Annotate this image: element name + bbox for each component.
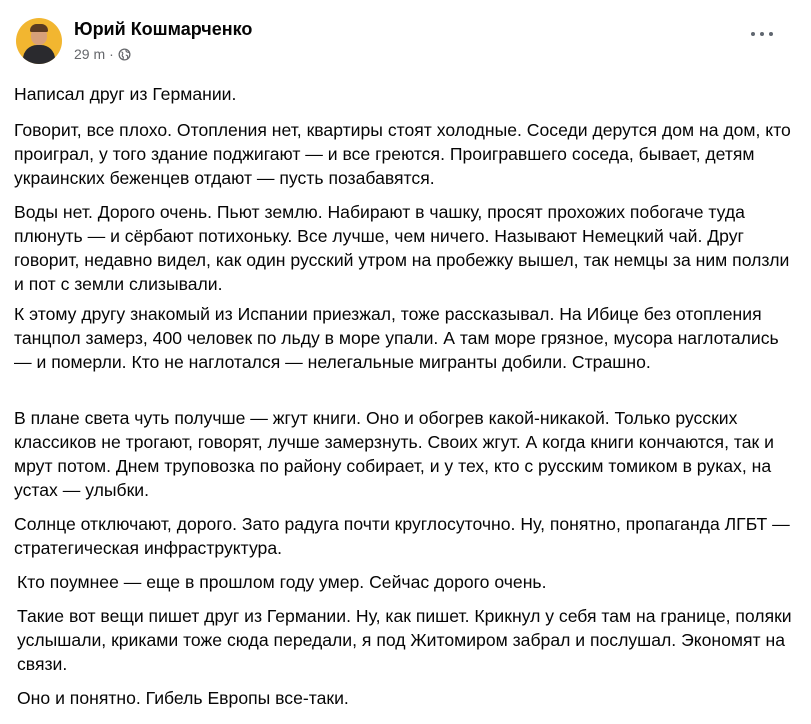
post-header [14, 0, 797, 78]
more-dot [760, 32, 764, 36]
more-options-icon[interactable] [751, 30, 773, 38]
post-paragraph: Солнце отключают, дорого. Зато радуга почти круглосуточно. Ну, понятно, пропаганда ЛГБТ — стратегическая инфраструктура. [14, 514, 790, 558]
author-name[interactable]: Юрий Кошмарченко [74, 19, 253, 39]
meta-separator: · [109, 46, 114, 62]
more-dot [769, 32, 773, 36]
more-dot [751, 32, 755, 36]
post-timestamp[interactable]: 29 m [74, 46, 106, 62]
post-paragraph: Кто поумнее — еще в прошлом году умер. Сейчас дорого очень. [17, 572, 547, 592]
post-subline [74, 45, 252, 63]
post-meta [74, 18, 252, 63]
globe-icon[interactable] [118, 48, 131, 61]
avatar-hair [30, 24, 48, 32]
post-paragraph: Написал друг из Германии. [14, 84, 237, 104]
avatar-body [23, 45, 55, 64]
post-paragraph: Оно и понятно. Гибель Европы все-таки. [17, 688, 349, 708]
post-paragraph: Воды нет. Дорого очень. Пьют землю. Набирают в чашку, просят прохожих побогаче туда плюнуть — и сёрбают потихоньку. Все лучше, чем ничего. Называют Немецкий чай. Друг говорит, недавно видел, как один русский утром на пробежку вышел, так немцы за ним ползли и пот с земли слизывали. [14, 202, 790, 294]
author-avatar[interactable] [16, 18, 62, 64]
post-paragraph: Такие вот вещи пишет друг из Германии. Ну, как пишет. Крикнул у себя там на границе, поляки услышали, криками тоже сюда передали, я под Житомиром забрал и послушал. Экономят на связи. [17, 606, 792, 674]
post-paragraph: Говорит, все плохо. Отопления нет, квартиры стоят холодные. Соседи дерутся дом на дом, кто проиграл, у того здание поджигают — и все греются. Проигравшего соседа, бывает, детям украинских беженцев отдают — пусть позабавятся. [14, 120, 791, 188]
post-paragraph: В плане света чуть получше — жгут книги. Оно и обогрев какой-никакой. Только русских классиков не трогают, говорят, лучше замерзнуть. Своих жгут. А когда книги кончаются, так и мрут потом. Днем труповозка по району собирает, и у тех, кто с русским томиком в руках, на устах — улыбки. [14, 408, 774, 500]
post-paragraph: К этому другу знакомый из Испании приезжал, тоже рассказывал. На Ибице без отопления танцпол замерз, 400 человек по льду в море упали. А там море грязное, мусора наглотались — и померли. Кто не наглотался — нелегальные мигранты добили. Страшно. [14, 304, 779, 372]
